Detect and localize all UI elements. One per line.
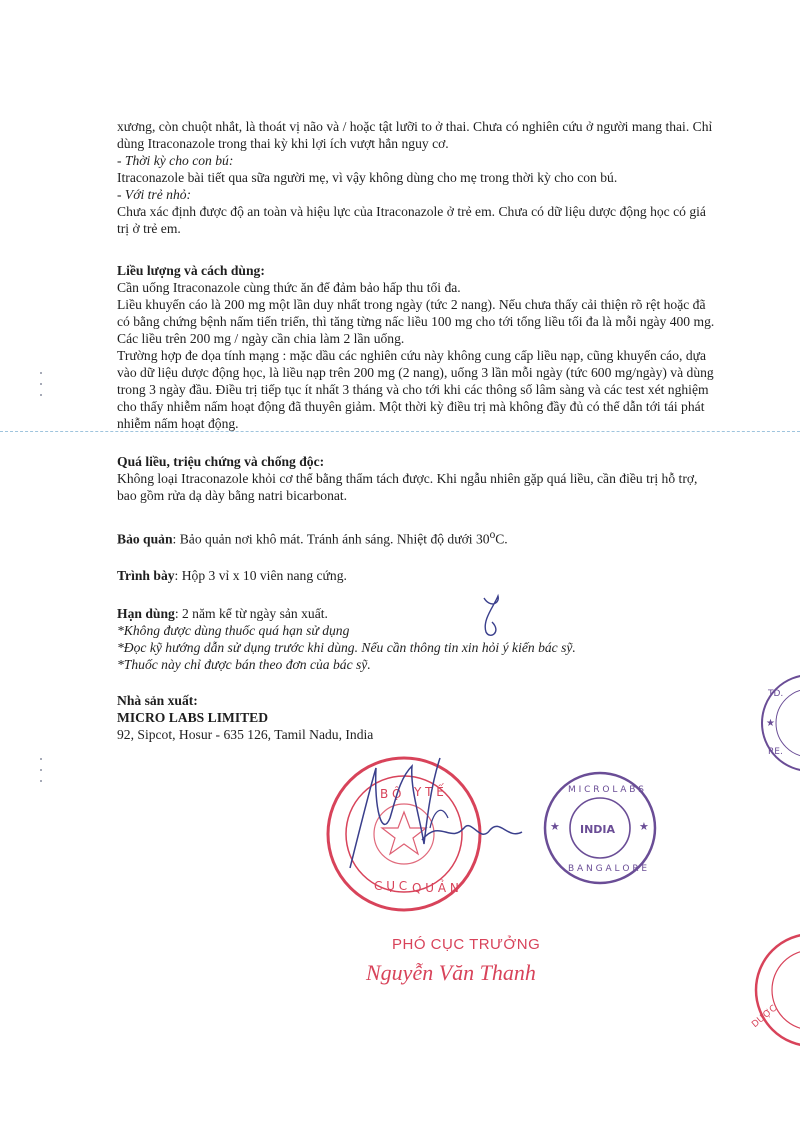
dosage-line-1: Cần uống Itraconazole cùng thức ăn để đảm bảo hấp thu tối đa. [117,280,461,295]
degree-sup: o [489,529,496,541]
dosage-heading: Liều lượng và cách dùng: [117,263,265,278]
expiry-line [117,605,717,622]
company-seal [540,768,660,888]
overdose-paragraph: Không loại Itraconazole khỏi cơ thể bằng thẩm tách được. Khi ngẫu nhiên gặp quá liều, cần điều trị hỗ trợ, bao gồm rửa dạ dày bằng natri bicarbonat. [117,471,698,503]
expiry-text: : 2 năm kể từ ngày sản xuất. [174,605,328,621]
manufacturer-heading: Nhà sản xuất: [117,692,198,708]
signature-name: Nguyễn Văn Thanh [366,960,536,985]
dosage-line-2: Liều khuyến cáo là 200 mg một lần duy nhất trong ngày (tức 2 nang). Nếu chưa thấy cải thiện rõ rệt hoặc đã có bằng chứng bệnh nấm tiến triển, thì tăng từng nấc liều 100 mg cho tới tổng liều tối đa là mỗi ngày 400 mg. Các liều trên 200 mg / ngày cần chia làm 2 lần uống. [117,297,715,346]
pregnancy-paragraph: xương, còn chuột nhắt, là thoát vị não và / hoặc tật lưỡi to ở thai. Chưa có nghiên cứu ở người mang thai. Chỉ dùng Itraconazole trong thai kỳ khi lợi ích vượt hẳn nguy cơ. [117,119,713,151]
children-paragraph: Chưa xác định được độ an toàn và hiệu lực của Itraconazole ở trẻ em. Chưa có dữ liệu dược động học có giá trị ở trẻ em. [117,204,706,236]
binding-holes-top [40,372,44,405]
svg-text:RE.: RE. [768,747,783,757]
binding-holes-bottom [40,758,44,791]
body-text [117,118,717,743]
expiry-note-3: *Thuốc này chỉ được bán theo đơn của bác sỹ. [117,656,371,672]
storage-label: Bảo quản [117,531,173,547]
svg-text:B Ộ: B Ộ [380,787,402,801]
svg-text:★: ★ [766,718,775,729]
storage-text: : Bảo quản nơi khô mát. Tránh ánh sáng. Nhiệt độ dưới 30 [172,531,490,547]
svg-text:C Ụ C: C Ụ C [374,879,408,893]
svg-text:Y T Ế: Y T Ế [414,785,444,799]
signature-title: PHÓ CỤC TRƯỞNG [392,936,541,953]
lactation-heading: - Thời kỳ cho con bú: [117,153,234,168]
handwritten-initial [470,592,518,642]
edge-seal-bottom [734,930,800,1050]
svg-text:TD.: TD. [768,689,784,699]
expiry-note-2: *Đọc kỹ hướng dẫn sử dụng trước khi dùng. Nếu cần thông tin xin hỏi ý kiến bác sỹ. [117,639,576,655]
svg-text:Q U Ả N: Q U Ả N [412,881,459,895]
expiry-note-1: *Không được dùng thuốc quá hạn sử dụng [117,622,350,638]
dosage-line-3: Trường hợp đe dọa tính mạng : mặc dầu các nghiên cứu này không cung cấp liều nạp, cũng khuyến cáo, dựa vào dữ liệu dược động học, là liều nạp trên 200 mg (2 nang), uống 3 lần mỗi ngày (tức 600 mg/ngày) và dùng trong 3 ngày đầu. Điều trị tiếp tục ít nhất 3 tháng và cho tới khi các thông số lâm sàng và các test xét nghiệm cho thấy nhiễm nấm hoạt động đã thuyên giảm. Một thời kỳ điều trị mà không đầy đủ có thể dẫn tới tái phát nhiễm nấm hoạt động. [117,348,714,431]
svg-text:DƯỢC: DƯỢC [750,1003,780,1031]
signature-scribble [330,748,530,888]
manufacturer-address: 92, Sipcot, Hosur - 635 126, Tamil Nadu, India [117,726,374,742]
svg-text:M I C R O L A B S: M I C R O L A B S [568,785,644,795]
storage-unit: C. [495,531,508,547]
presentation-line [117,567,717,584]
svg-text:★: ★ [550,820,560,833]
manufacturer-name: MICRO LABS LIMITED [117,709,269,725]
lactation-paragraph: Itraconazole bài tiết qua sữa người mẹ, vì vậy không dùng cho mẹ trong thời kỳ cho con bú. [117,170,618,185]
storage-line [117,527,717,548]
overdose-heading: Quá liều, triệu chứng và chống độc: [117,454,325,469]
svg-text:INDIA: INDIA [580,823,616,836]
svg-text:★: ★ [639,820,649,833]
children-heading: - Với trẻ nhỏ: [117,187,192,202]
edge-seal-top [748,668,800,778]
expiry-label: Hạn dùng [117,605,175,621]
svg-text:B A N G A L O R E: B A N G A L O R E [568,864,648,874]
presentation-text: : Hộp 3 vỉ x 10 viên nang cứng. [174,567,347,583]
presentation-label: Trình bày [117,567,175,583]
